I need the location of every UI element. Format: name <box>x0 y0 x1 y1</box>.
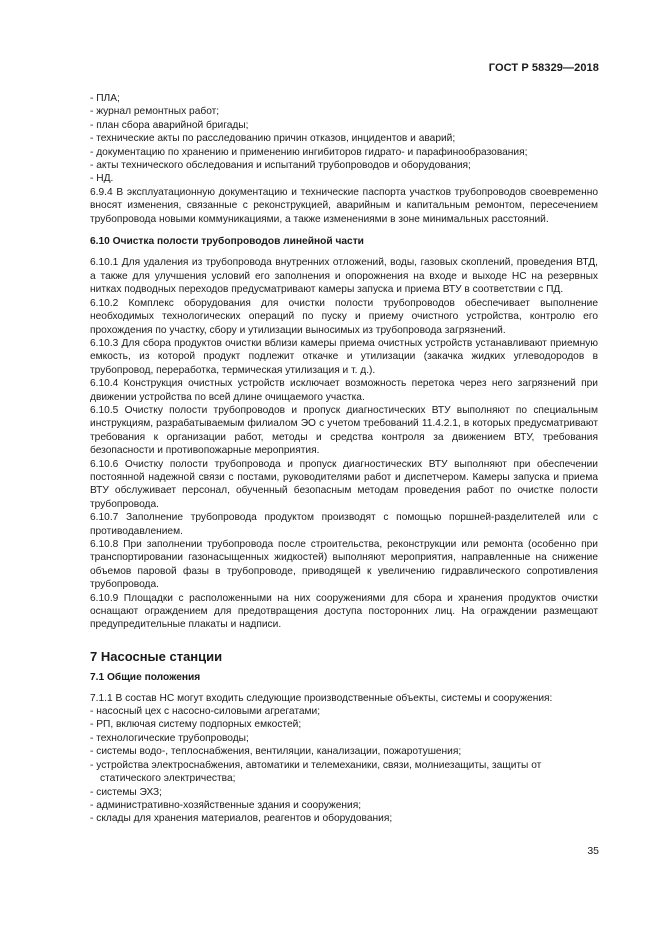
paragraph-6-10-2: 6.10.2 Комплекс оборудования для очистки полости трубопроводов обеспечивает выполнение необходимых технологических операций по пуску и приему очистного устройства, контролю его прохождения по участку, сбору и утилизации выносимых из трубопровода загрязнений. <box>90 297 598 336</box>
paragraph-6-9-4: 6.9.4 В эксплуатационную документацию и технические паспорта участков трубопроводов своевременно вносят изменения, связанные с реконструкцией, аварийным и капитальным ремонтом, пересечением трубопровода новыми коммуникациями, а также изменениями в зоне минимальных расстояний. <box>90 186 598 225</box>
list-item: - журнал ремонтных работ; <box>90 106 220 118</box>
paragraph-6-10-3: 6.10.3 Для сбора продуктов очистки вблизи камеры приема очистных устройств устанавливают приемную емкость, из которой продукт подлежит откачке и утилизации (закачка жидких углеводородов в трубопровод, переработка, термическая утилизация и т. д.). <box>90 337 598 376</box>
list-item: - технические акты по расследованию причин отказов, инцидентов и аварий; <box>90 133 456 145</box>
list-item: - насосный цех с насосно-силовыми агрегатами; <box>90 706 321 718</box>
list-item: - план сбора аварийной бригады; <box>90 119 249 131</box>
paragraph-6-10-9: 6.10.9 Площадки с расположенными на них сооружениями для сбора и хранения продуктов очистки оснащают ограждением для предотвращения доступа посторонних лиц. На ограждении размещают предупредительные плакаты и надписи. <box>90 592 598 631</box>
list-item: - системы водо-, теплоснабжения, вентиляции, канализации, пожаротушения; <box>90 746 462 758</box>
list-item: - административно-хозяйственные здания и сооружения; <box>90 799 362 811</box>
document-code-header: ГОСТ Р 58329—2018 <box>488 62 599 74</box>
list-item: - РП, включая систему подпорных емкостей; <box>90 719 302 731</box>
paragraph-6-10-7: 6.10.7 Заполнение трубопровода продуктом производят с помощью поршней-разделителей или с противодавлением. <box>90 512 598 537</box>
page-number: 35 <box>587 845 599 857</box>
page-content <box>90 92 598 826</box>
list-item: - НД. <box>90 173 114 185</box>
list-item: - системы ЭХЗ; <box>90 786 163 798</box>
list-item: - акты технического обследования и испытаний трубопроводов и оборудования; <box>90 160 471 172</box>
list-item: - документацию по хранению и применению ингибиторов гидрато- и парафинообразования; <box>90 146 528 158</box>
section-heading-7-1: 7.1 Общие положения <box>90 672 201 684</box>
list-item: - технологические трубопроводы; <box>90 732 249 744</box>
paragraph-6-10-5: 6.10.5 Очистку полости трубопроводов и пропуск диагностических ВТУ выполняют по специальным инструкциям, разрабатываемым филиалом ЭО с учетом требований 11.4.2.1, в которых предусматривают требования к организации работ, методы и средства контроля за движением ВТУ, требования безопасности и противопожарные мероприятия. <box>90 404 598 457</box>
list-item: - устройства электроснабжения, автоматики и телемеханики, связи, молниезащиты, защиты от статического электричества; <box>90 759 542 785</box>
list-item: - склады для хранения материалов, реагентов и оборудования; <box>90 813 393 825</box>
list-item: - ПЛА; <box>90 93 120 104</box>
chapter-heading-7: 7 Насосные станции <box>90 648 223 664</box>
paragraph-6-10-6: 6.10.6 Очистку полости трубопровода и пропуск диагностических ВТУ выполняют при обеспечении постоянной надежной связи с постами, руководителями работ и диспетчером. Камеры запуска и приема ВТУ обслуживает персонал, обученный безопасным методам проведения работ по очистке полости трубопровода. <box>90 458 598 510</box>
paragraph-7-1-1: 7.1.1 В состав НС могут входить следующие производственные объекты, системы и сооружения: <box>90 692 553 704</box>
paragraph-6-10-1: 6.10.1 Для удаления из трубопровода внутренних отложений, воды, газовых скоплений, проведения ВТД, а также для улучшения условий его заполнения и опорожнения на входе и выходе НС на резервных нитках подводных переходов предусматривают камеры запуска и приема ВТУ в соответствии с ПД. <box>90 257 598 296</box>
section-heading-6-10: 6.10 Очистка полости трубопроводов линейной части <box>90 236 364 248</box>
paragraph-6-10-8: 6.10.8 При заполнении трубопровода после строительства, реконструкции или ремонта (особенно при транспортировании газонасыщенных жидкостей) выполняют мероприятия, направленные на снижение объемов паровой фазы в трубопроводе, приводящей к увеличению гидравлического сопротивления трубопровода. <box>90 539 598 591</box>
paragraph-6-10-4: 6.10.4 Конструкция очистных устройств исключает возможность перетока через него загрязнений при движении устройства по всей длине очищаемого участка. <box>90 378 598 403</box>
